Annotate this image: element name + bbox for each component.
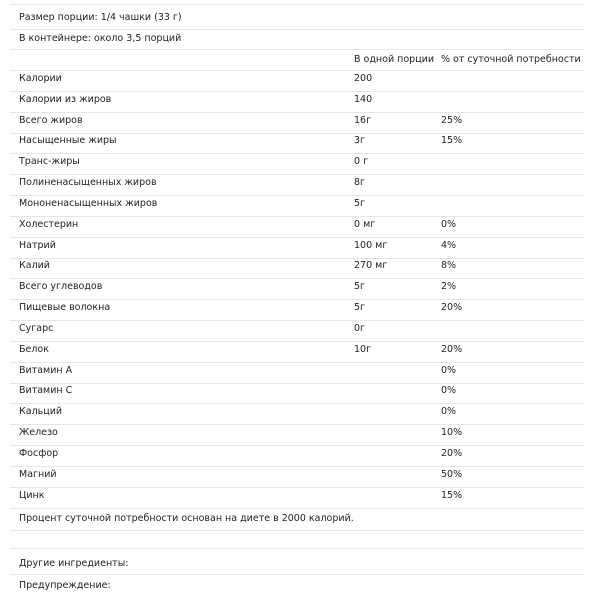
row-divider	[10, 403, 584, 404]
column-daily-value: % от суточной потребности	[441, 54, 581, 65]
nutrient-name: Фосфор	[19, 447, 59, 459]
nutrient-name: Витамин С	[19, 385, 73, 397]
nutrient-amount: 140	[354, 93, 373, 105]
nutrient-amount: 3г	[354, 135, 366, 147]
row-divider	[10, 237, 584, 238]
nutrient-daily-value: 10%	[441, 427, 463, 439]
nutrient-name: Магний	[19, 468, 57, 480]
row-divider	[10, 341, 584, 342]
nutrient-name: Полиненасыщенных жиров	[19, 177, 157, 189]
nutrient-amount: 0 мг	[354, 218, 376, 230]
row-divider	[10, 466, 584, 467]
nutrient-daily-value: 20%	[441, 447, 463, 459]
nutrient-name: Калий	[19, 260, 50, 272]
nutrient-name: Пищевые волокна	[19, 302, 111, 314]
row-divider	[10, 258, 584, 259]
nutrient-name: Калории	[19, 73, 62, 84]
nutrient-daily-value: 0%	[441, 364, 457, 376]
nutrient-name: Железо	[19, 427, 58, 439]
other-ingredients-label: Другие ингредиенты:	[19, 558, 129, 569]
nutrient-amount: 0 г	[354, 156, 369, 168]
nutrient-daily-value: 4%	[441, 239, 457, 251]
nutrient-daily-value: 20%	[441, 343, 463, 355]
row-divider	[10, 278, 584, 279]
nutrient-name: Калории из жиров	[19, 93, 112, 105]
nutrient-daily-value: 0%	[441, 218, 457, 230]
nutrient-daily-value: 8%	[441, 260, 457, 272]
footnote: Процент суточной потребности основан на диете в 2000 калорий.	[19, 513, 354, 524]
warning-label: Предупреждение:	[19, 580, 111, 591]
nutrient-name: Мононенасыщенных жиров	[19, 197, 158, 209]
row-divider	[10, 299, 584, 300]
nutrient-name: Сугарс	[19, 322, 54, 334]
nutrient-daily-value: 25%	[441, 114, 463, 126]
nutrient-daily-value: 0%	[441, 406, 457, 418]
nutrient-name: Витамин А	[19, 364, 73, 376]
row-divider	[10, 112, 584, 113]
row-divider	[10, 174, 584, 175]
row-divider	[10, 362, 584, 363]
nutrient-daily-value: 0%	[441, 385, 457, 397]
row-divider	[10, 508, 584, 509]
nutrient-daily-value: 15%	[441, 489, 463, 501]
nutrient-name: Всего жиров	[19, 114, 83, 126]
nutrient-amount: 5г	[354, 281, 366, 293]
nutrient-name: Натрий	[19, 239, 56, 251]
row-divider	[10, 133, 584, 134]
nutrient-amount: 8г	[354, 177, 366, 189]
nutrient-name: Цинк	[19, 489, 45, 501]
nutrient-name: Транс-жиры	[19, 156, 80, 168]
row-divider	[10, 216, 584, 217]
nutrient-daily-value: 2%	[441, 281, 457, 293]
row-divider	[10, 383, 584, 384]
serving-size: Размер порции: 1/4 чашки (33 г)	[19, 12, 182, 23]
row-divider	[10, 195, 584, 196]
nutrient-daily-value: 50%	[441, 468, 463, 480]
column-per-serving: В одной порции	[354, 54, 435, 65]
nutrient-name: Кальций	[19, 406, 63, 418]
nutrient-amount: 200	[354, 73, 373, 84]
nutrient-amount: 16г	[354, 114, 372, 126]
row-divider	[10, 91, 584, 92]
nutrient-name: Белок	[19, 343, 49, 355]
row-divider	[10, 445, 584, 446]
nutrient-amount: 0г	[354, 322, 366, 334]
nutrient-amount: 10г	[354, 343, 372, 355]
nutrient-amount: 270 мг	[354, 260, 388, 272]
nutrient-amount: 5г	[354, 302, 366, 314]
row-divider	[10, 153, 584, 154]
nutrient-name: Насыщенные жиры	[19, 135, 117, 147]
nutrient-name: Всего углеводов	[19, 281, 103, 293]
row-divider	[10, 424, 584, 425]
nutrient-name: Холестерин	[19, 218, 79, 230]
nutrient-daily-value: 20%	[441, 302, 463, 314]
nutrient-daily-value: 15%	[441, 135, 463, 147]
servings-per-container: В контейнере: около 3,5 порций	[19, 33, 182, 44]
row-divider	[10, 487, 584, 488]
nutrient-amount: 5г	[354, 197, 366, 209]
row-divider	[10, 320, 584, 321]
nutrient-amount: 100 мг	[354, 239, 388, 251]
